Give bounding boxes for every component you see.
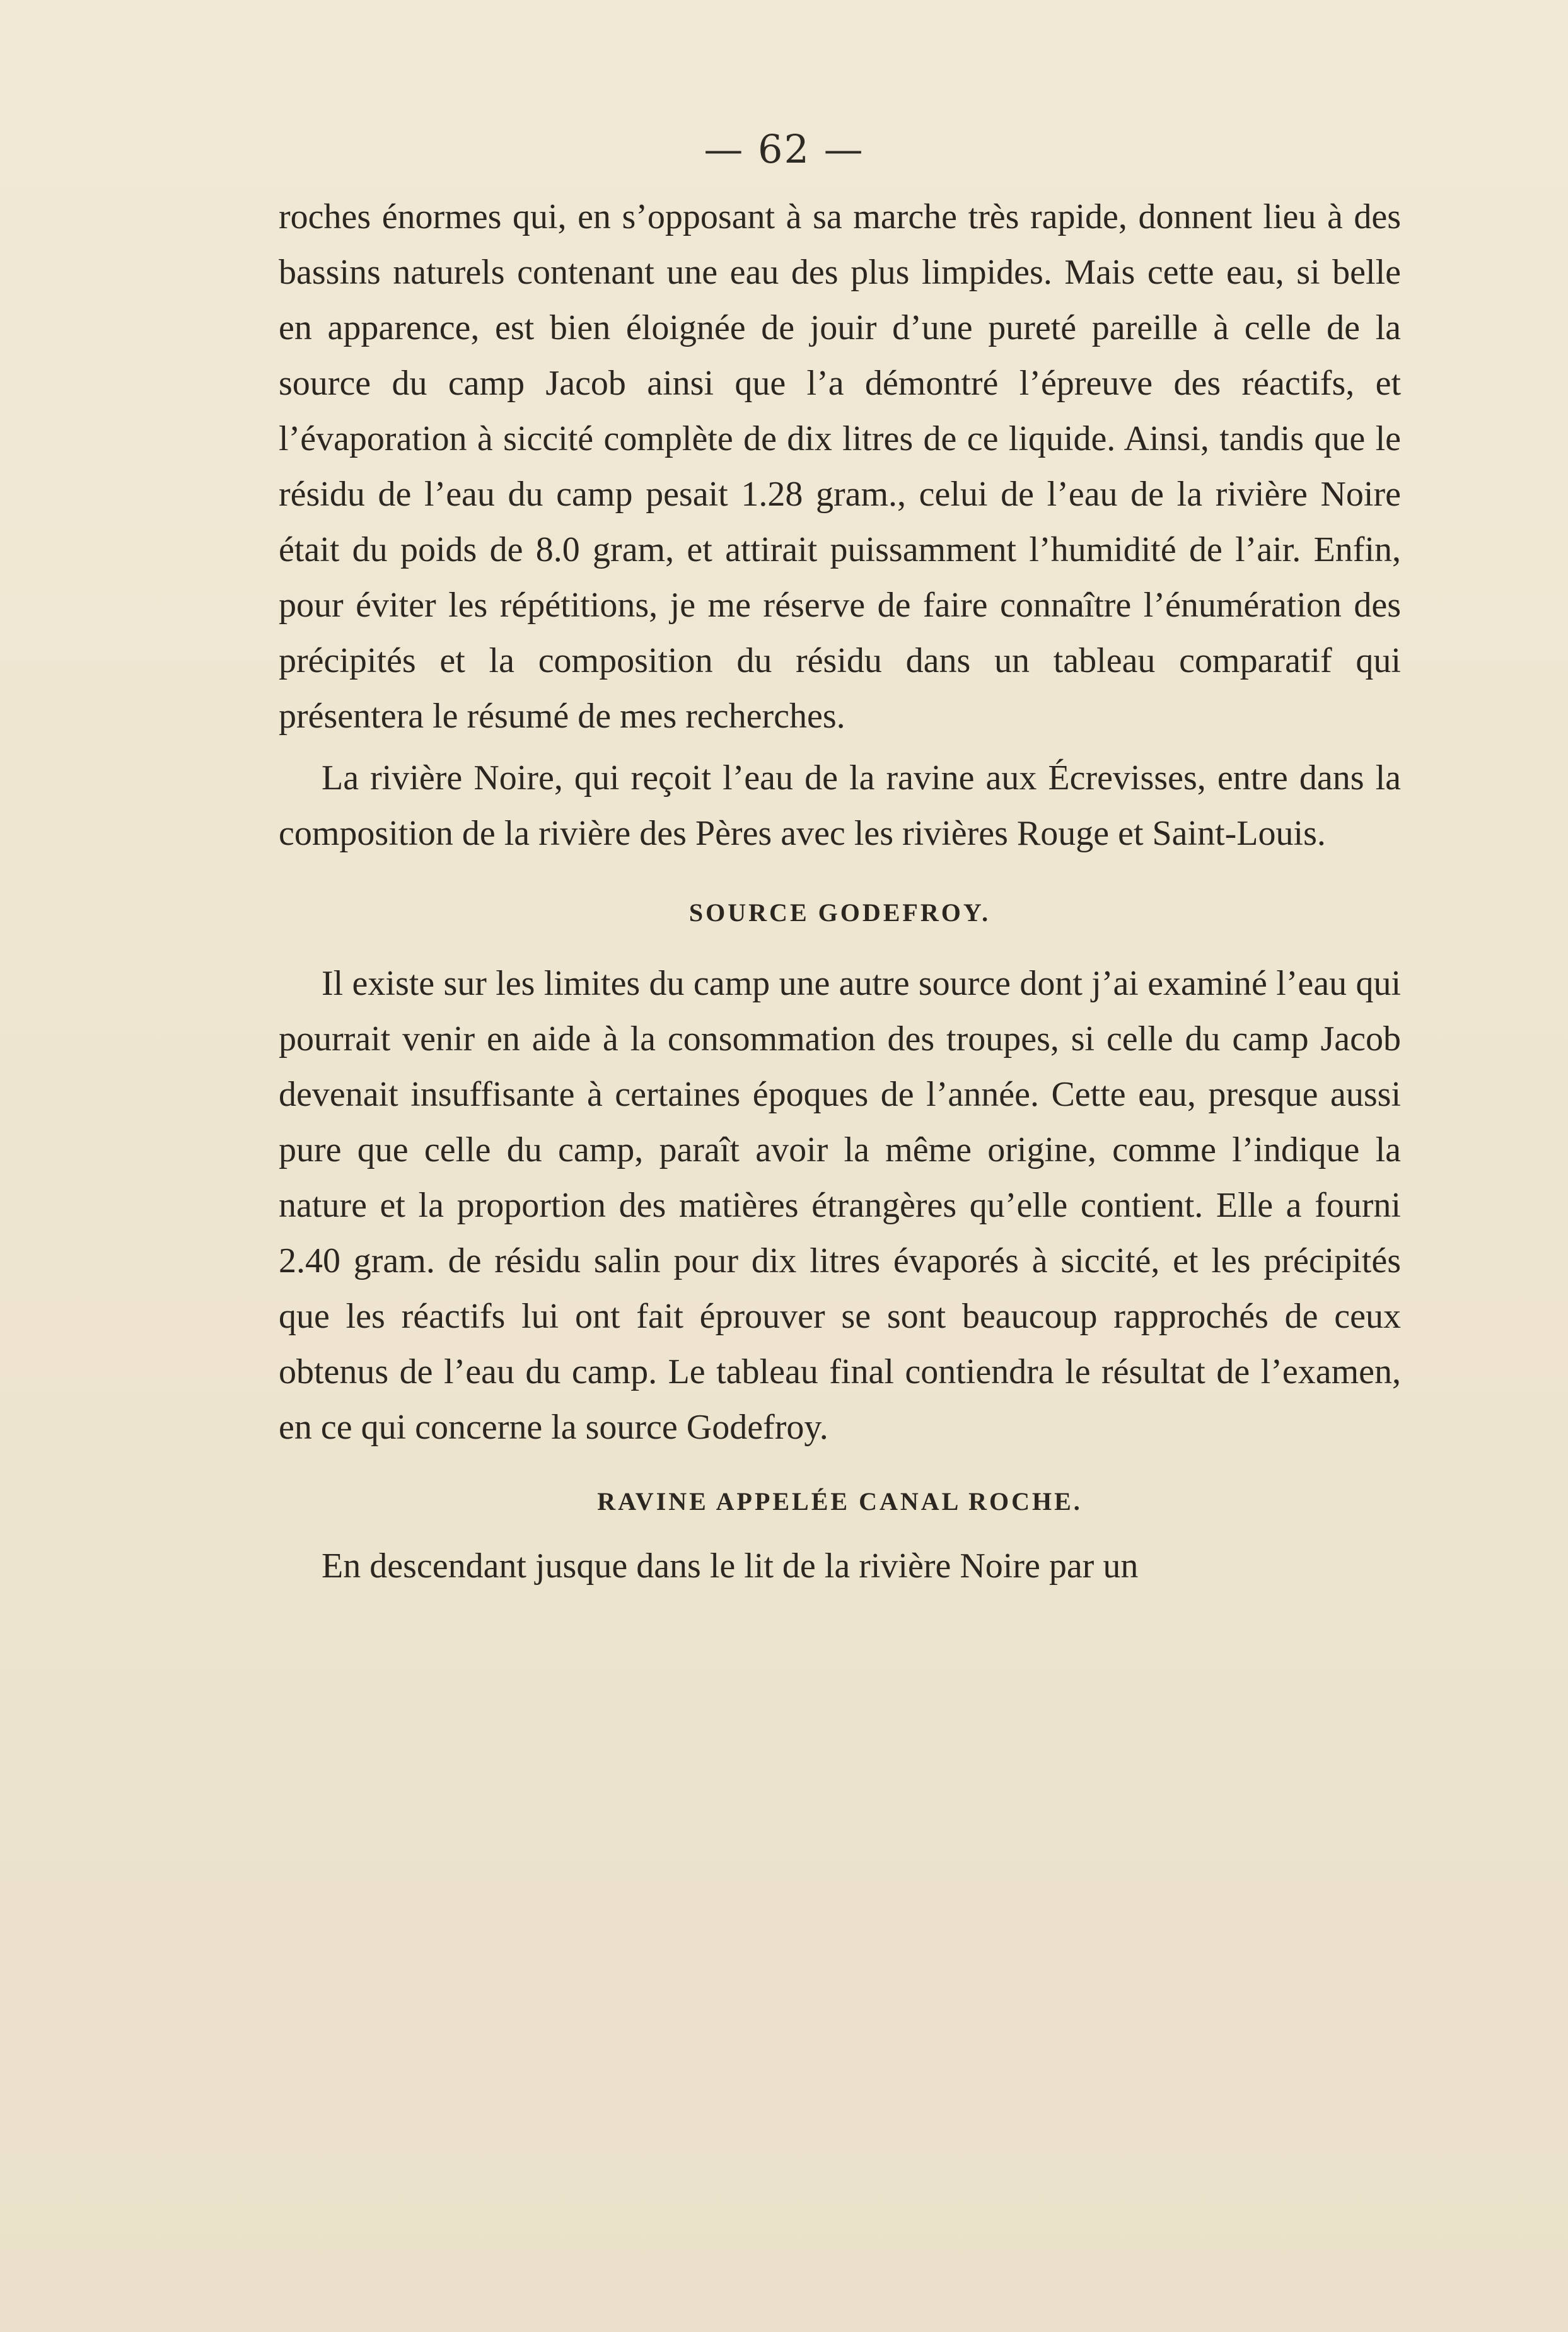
paragraph-canal-roche: En descendant jusque dans le lit de la rivière Noire par un xyxy=(322,1546,1139,1586)
paragraph-source-godefroy: Il existe sur les limites du camp une autre source dont j’ai examiné l’eau qui pourrait venir en aide à la consommation des troupes, si celle du camp Jacob devenait insuffisante à certaines époques de l’année. Cette eau, presque aussi pure que celle du camp, paraît avoir la même origine, comme l’indique la nature et la proportion des matières étrangères qu’elle contient. Elle a fourni 2.40 gram. de résidu salin pour dix litres évaporés à siccité, et les précipités que les réactifs lui ont fait éprouver se sont beaucoup rapprochés de ceux obtenus de l’eau du camp. Le tableau final contiendra le résultat de l’examen, en ce qui concerne la source Godefroy. xyxy=(279,964,1401,1447)
paragraph-continuation: roches énormes qui, en s’opposant à sa marche très rapide, donnent lieu à des bassins naturels contenant une eau des plus limpides. Mais cette eau, si belle en apparence, est bien éloignée de jouir d’une pureté pareille à celle de la source du camp Jacob ainsi que l’a démontré l’épreuve des réactifs, et l’évaporation à siccité complète de dix litres de ce liquide. Ainsi, tandis que le résidu de l’eau du camp pesait 1.28 gram., celui de l’eau de la rivière Noire était du poids de 8.0 gram, et attirait puissamment l’humidité de l’air. Enfin, pour éviter les répétitions, je me réserve de faire connaître l’énumération des précipités et la composition du résidu dans un tableau comparatif qui présentera le résumé de mes recherches. xyxy=(279,197,1401,736)
page-number: — 62 — xyxy=(704,126,864,172)
paragraph-riviere-noire: La rivière Noire, qui reçoit l’eau de la ravine aux Écrevisses, entre dans la composition de la rivière des Pères avec les rivières Rouge et Saint-Louis. xyxy=(279,758,1401,853)
section-heading-canal-roche: RAVINE APPELÉE CANAL ROCHE. xyxy=(597,1487,1083,1516)
page-body xyxy=(279,189,1401,1594)
section-heading-source-godefroy: SOURCE GODEFROY. xyxy=(688,898,991,927)
